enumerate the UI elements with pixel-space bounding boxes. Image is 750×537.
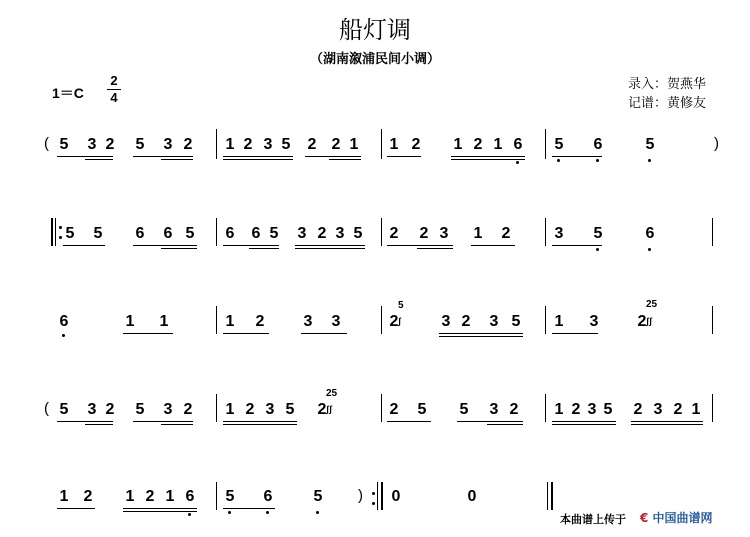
note: 6 <box>135 225 145 242</box>
underline <box>133 245 197 246</box>
underline <box>57 421 113 422</box>
underline <box>57 508 95 509</box>
underline <box>57 156 113 157</box>
logo-text: 中国曲谱网 <box>652 511 713 525</box>
note: 3 <box>263 136 273 153</box>
note: 0 <box>391 488 401 505</box>
grace-note: 25 <box>646 299 658 310</box>
octave-dot <box>516 161 519 164</box>
octave-dot <box>648 248 651 251</box>
note: 5 <box>417 401 427 418</box>
site-logo[interactable] <box>640 509 713 526</box>
note: 2 <box>389 313 399 330</box>
barline <box>545 129 546 159</box>
paren: ) <box>714 135 719 152</box>
note: 1 <box>691 401 701 418</box>
underline <box>552 424 616 425</box>
note: 2 <box>243 136 253 153</box>
note: 1 <box>165 488 175 505</box>
note: 6 <box>645 225 655 242</box>
underline <box>223 156 293 157</box>
barline <box>216 394 217 422</box>
octave-dot <box>59 236 62 239</box>
barline <box>712 306 713 334</box>
footer-text: 本曲谱上传于 <box>560 513 626 526</box>
underline <box>387 421 431 422</box>
time-signature <box>106 74 122 105</box>
underline <box>439 333 523 334</box>
barline <box>381 306 382 334</box>
note: 5 <box>59 136 69 153</box>
underline <box>631 421 703 422</box>
note: 2 <box>255 313 265 330</box>
barline <box>381 218 382 246</box>
note: 3 <box>489 313 499 330</box>
octave-dot <box>372 502 375 505</box>
note: 1 <box>473 225 483 242</box>
underline <box>223 508 275 509</box>
note: 2 <box>83 488 93 505</box>
barline <box>545 394 546 422</box>
note: 2 <box>145 488 155 505</box>
note: 3 <box>439 225 449 242</box>
note: 3 <box>297 225 307 242</box>
note: 5 <box>285 401 295 418</box>
underline <box>63 245 105 246</box>
grace-note: 5 <box>398 300 404 311</box>
note: 3 <box>87 401 97 418</box>
note: 2 <box>571 401 581 418</box>
octave-dot <box>59 226 62 229</box>
note: 3 <box>653 401 663 418</box>
barline <box>545 306 546 334</box>
barline <box>377 482 378 510</box>
underline <box>295 245 365 246</box>
note: 3 <box>489 401 499 418</box>
underline <box>417 248 453 249</box>
credit-recorder: 录入：贺燕华 <box>628 77 707 92</box>
underline <box>487 336 523 337</box>
note: 2 <box>183 136 193 153</box>
underline <box>552 156 602 157</box>
note: 5 <box>225 488 235 505</box>
octave-dot <box>596 159 599 162</box>
note: 3 <box>554 225 564 242</box>
underline <box>223 245 279 246</box>
note: 1 <box>125 313 135 330</box>
note: 1 <box>225 401 235 418</box>
barline <box>381 482 383 510</box>
underline <box>223 421 297 422</box>
note: 2 <box>637 313 647 330</box>
note: 5 <box>511 313 521 330</box>
note: 2 <box>317 225 327 242</box>
note: 5 <box>59 401 69 418</box>
octave-dot <box>648 159 651 162</box>
underline <box>161 248 197 249</box>
underline <box>249 248 279 249</box>
note: 3 <box>163 136 173 153</box>
note: 3 <box>303 313 313 330</box>
underline <box>329 159 361 160</box>
note: 2 <box>183 401 193 418</box>
underline <box>552 421 616 422</box>
note: 5 <box>313 488 323 505</box>
octave-dot <box>557 159 560 162</box>
note: 1 <box>389 136 399 153</box>
octave-dot <box>266 511 269 514</box>
note: 1 <box>225 136 235 153</box>
note: 3 <box>335 225 345 242</box>
note: 1 <box>554 401 564 418</box>
note: 6 <box>593 136 603 153</box>
note: 1 <box>59 488 69 505</box>
note: 2 <box>673 401 683 418</box>
note: 5 <box>281 136 291 153</box>
underline <box>387 245 453 246</box>
note: 2 <box>501 225 511 242</box>
barline <box>381 394 382 422</box>
note: 2 <box>389 401 399 418</box>
note: 1 <box>349 136 359 153</box>
barline <box>216 482 217 510</box>
time-signature-bottom: 4 <box>110 90 118 105</box>
note: 6 <box>225 225 235 242</box>
grace-mark: ʃ <box>398 316 401 326</box>
underline <box>457 421 523 422</box>
note: 6 <box>251 225 261 242</box>
underline <box>552 245 602 246</box>
note: 5 <box>603 401 613 418</box>
logo-icon: € <box>640 511 649 525</box>
note: 2 <box>105 136 115 153</box>
underline <box>85 424 113 425</box>
barline <box>551 482 553 510</box>
barline <box>547 482 548 510</box>
underline <box>123 508 197 509</box>
underline <box>451 156 525 157</box>
barline <box>545 218 546 246</box>
note: 5 <box>135 401 145 418</box>
note: 2 <box>105 401 115 418</box>
barline <box>216 129 217 159</box>
underline <box>123 333 173 334</box>
octave-dot <box>188 513 191 516</box>
credit-transcriber: 记谱：黄修友 <box>628 96 707 111</box>
note: 2 <box>461 313 471 330</box>
page-title: 船灯调 <box>339 16 411 44</box>
underline <box>305 156 361 157</box>
barline <box>216 218 217 246</box>
note: 3 <box>163 401 173 418</box>
underline <box>133 421 193 422</box>
underline <box>295 248 365 249</box>
key-signature: 1＝C <box>52 85 84 101</box>
paren: ) <box>358 487 363 504</box>
underline <box>85 159 113 160</box>
barline <box>712 394 713 422</box>
note: 6 <box>59 313 69 330</box>
note: 2 <box>317 401 327 418</box>
note: 1 <box>554 313 564 330</box>
underline <box>133 156 193 157</box>
note: 2 <box>419 225 429 242</box>
note: 2 <box>307 136 317 153</box>
underline <box>123 511 197 512</box>
note: 2 <box>473 136 483 153</box>
note: 5 <box>65 225 75 242</box>
octave-dot <box>596 248 599 251</box>
note: 5 <box>93 225 103 242</box>
note: 3 <box>589 313 599 330</box>
underline <box>223 333 269 334</box>
note: 3 <box>441 313 451 330</box>
note: 6 <box>185 488 195 505</box>
note: 3 <box>331 313 341 330</box>
underline <box>161 424 193 425</box>
octave-dot <box>228 511 231 514</box>
note: 1 <box>125 488 135 505</box>
note: 2 <box>245 401 255 418</box>
note: 5 <box>185 225 195 242</box>
underline <box>161 159 193 160</box>
note: 6 <box>163 225 173 242</box>
note: 5 <box>269 225 279 242</box>
paren: ( <box>44 400 49 417</box>
octave-dot <box>316 511 319 514</box>
note: 0 <box>467 488 477 505</box>
barline <box>51 218 53 246</box>
note: 5 <box>353 225 363 242</box>
note: 3 <box>87 136 97 153</box>
grace-mark: ʃʃ <box>326 404 332 414</box>
underline <box>301 333 347 334</box>
underline <box>487 424 523 425</box>
note: 6 <box>513 136 523 153</box>
underline <box>387 156 421 157</box>
barline <box>216 306 217 334</box>
note: 3 <box>587 401 597 418</box>
barline <box>55 218 56 246</box>
note: 1 <box>493 136 503 153</box>
barline <box>712 218 713 246</box>
underline <box>552 333 598 334</box>
octave-dot <box>62 334 65 337</box>
note: 5 <box>554 136 564 153</box>
note: 2 <box>633 401 643 418</box>
grace-mark: ʃʃ <box>646 316 652 326</box>
note: 3 <box>265 401 275 418</box>
underline <box>451 159 525 160</box>
note: 5 <box>135 136 145 153</box>
note: 1 <box>225 313 235 330</box>
note: 2 <box>509 401 519 418</box>
underline <box>223 159 293 160</box>
underline <box>631 424 703 425</box>
note: 1 <box>453 136 463 153</box>
paren: ( <box>44 135 49 152</box>
note: 5 <box>459 401 469 418</box>
note: 6 <box>263 488 273 505</box>
note: 1 <box>159 313 169 330</box>
note: 2 <box>411 136 421 153</box>
note: 2 <box>389 225 399 242</box>
grace-note: 25 <box>326 388 338 399</box>
subtitle: （湖南溆浦民间小调） <box>309 52 440 67</box>
underline <box>223 424 297 425</box>
note: 5 <box>645 136 655 153</box>
note: 2 <box>331 136 341 153</box>
barline <box>381 129 382 159</box>
time-signature-top: 2 <box>110 73 118 88</box>
note: 5 <box>593 225 603 242</box>
underline <box>471 245 515 246</box>
octave-dot <box>372 492 375 495</box>
